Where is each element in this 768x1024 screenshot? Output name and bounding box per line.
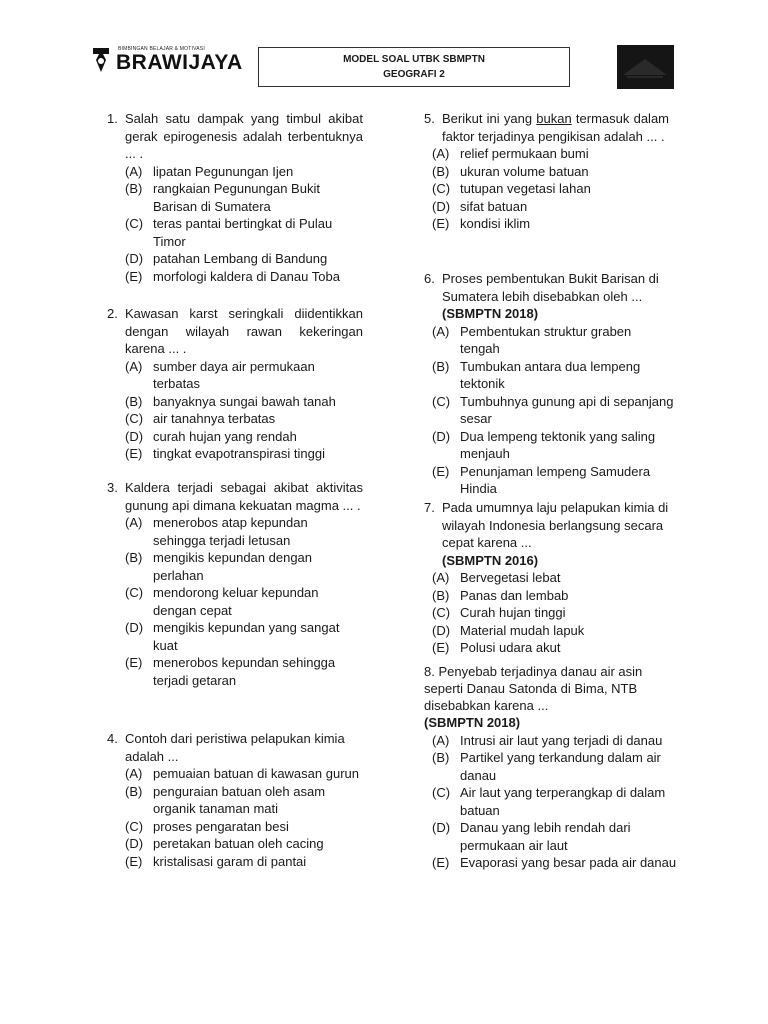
option-e: (E) tingkat evapotranspirasi tinggi — [125, 446, 325, 461]
option-d: (D) Material mudah lapuk — [432, 622, 585, 638]
option-e: (E) morfologi kaldera di Danau Toba — [125, 268, 340, 284]
option-c: (C) Tumbuhnya gunung api di sepanjang sesar — [432, 393, 674, 426]
source-reference: (SBMPTN 2018) — [442, 306, 539, 321]
option-c: (C) proses pengaratan besi — [125, 818, 289, 834]
option-b: (B) ukuran volume batuan — [432, 163, 589, 179]
option-e: (E) Evaporasi yang besar pada air danau — [432, 855, 677, 870]
question-text: Kawasan karst seringkali diidentikkan dengan wilayah rawan kekeringan karena ... . — [125, 306, 363, 356]
option-a: (A) menerobos atap kepundan sehingga terjadi letusan — [125, 515, 308, 548]
question-number: 3. — [107, 480, 118, 495]
option-e: (E) kondisi iklim — [432, 216, 531, 231]
page-title: MODEL SOAL UTBK SBMPTN — [343, 54, 485, 65]
option-d: (D) Danau yang lebih rendah dari permukaan air laut — [432, 820, 631, 853]
question-number: 8. — [424, 664, 435, 679]
option-c: (C) Curah hujan tinggi — [432, 605, 566, 620]
option-a: (A) Bervegetasi lebat — [432, 570, 561, 585]
question-number: 5. — [424, 111, 435, 126]
question-text: Kaldera terjadi sebagai akibat aktivitas gunung api dimana kekuatan magma ... . — [125, 480, 363, 513]
mountain-icon — [617, 45, 674, 89]
option-c: (C) teras pantai bertingkat di Pulau Timor — [125, 216, 333, 249]
option-b: (B) rangkaian Pegunungan Bukit Barisan di Sumatera — [125, 181, 320, 214]
question-number: 7. — [424, 500, 435, 515]
option-d: (D) patahan Lembang di Bandung — [125, 251, 328, 266]
option-c: (C) air tanahnya terbatas — [125, 411, 276, 426]
option-c: (C) mendorong keluar kepundan dengan cepat — [125, 585, 319, 618]
option-a: (A) Intrusi air laut yang terjadi di danau — [432, 732, 663, 748]
question-text: Berikut ini yang bukan termasuk dalam faktor terjadinya pengikisan adalah ... . — [442, 111, 670, 144]
question-text: 8. Penyebab terjadinya danau air asin seperti Danau Satonda di Bima, NTB disebabkan karena ... — [424, 664, 643, 713]
question-number: 1. — [107, 111, 118, 126]
question-8 — [424, 663, 679, 872]
corner-logo-image — [617, 45, 674, 89]
question-3 — [107, 479, 363, 689]
question-text: Proses pembentukan Bukit Barisan di Sumatera lebih disebabkan oleh ... — [442, 271, 659, 304]
question-text: Pada umumnya laju pelapukan kimia di wilayah Indonesia berlangsung secara cepat karena ... — [442, 500, 669, 550]
brand-logo — [90, 46, 243, 74]
question-5 — [424, 110, 669, 233]
question-1 — [107, 110, 363, 285]
option-d: (D) Dua lempeng tektonik yang saling menjauh — [432, 428, 656, 461]
option-a: (A) pemuaian batuan di kawasan gurun — [125, 766, 359, 781]
option-a: (A) lipatan Pegunungan Ijen — [125, 163, 294, 179]
option-b: (B) mengikis kepundan dengan perlahan — [125, 550, 313, 583]
option-b: (B) Tumbukan antara dua lempeng tektonik — [432, 358, 641, 391]
logo-name: BRAWIJAYA — [116, 51, 243, 74]
option-b: (B) banyaknya sungai bawah tanah — [125, 393, 336, 409]
question-7 — [424, 499, 674, 657]
option-b: (B) Panas dan lembab — [432, 587, 569, 603]
underlined-word: bukan — [536, 111, 572, 126]
question-number: 6. — [424, 271, 435, 286]
question-text: Salah satu dampak yang timbul akibat gerak epirogenesis adalah terbentuknya ... . — [125, 111, 363, 161]
question-text: Contoh dari peristiwa pelapukan kimia adalah ... — [125, 731, 345, 764]
logo-tagline: BIMBINGAN BELAJAR & MOTIVASI — [118, 46, 205, 52]
option-e: (E) Penunjaman lempeng Samudera Hindia — [432, 463, 651, 496]
option-a: (A) Pembentukan struktur graben tengah — [432, 323, 632, 356]
option-d: (D) peretakan batuan oleh cacing — [125, 836, 324, 851]
source-reference: (SBMPTN 2016) — [442, 552, 539, 568]
option-e: (E) kristalisasi garam di pantai — [125, 853, 307, 869]
option-d: (D) curah hujan yang rendah — [125, 428, 297, 444]
question-number: 4. — [107, 731, 118, 746]
option-b: (B) penguraian batuan oleh asam organik tanaman mati — [125, 783, 326, 816]
option-c: (C) tutupan vegetasi lahan — [432, 181, 591, 196]
page-subtitle: GEOGRAFI 2 — [383, 69, 445, 80]
question-2 — [107, 305, 363, 463]
option-d: (D) sifat batuan — [432, 198, 528, 214]
option-d: (D) mengikis kepundan yang sangat kuat — [125, 620, 340, 653]
option-a: (A) sumber daya air permukaan terbatas — [125, 358, 315, 391]
title-box — [258, 47, 570, 87]
question-6 — [424, 270, 674, 498]
question-4 — [107, 730, 363, 870]
brawijaya-emblem-icon — [90, 46, 112, 74]
option-c: (C) Air laut yang terperangkap di dalam batuan — [432, 785, 666, 818]
option-b: (B) Partikel yang terkandung dalam air danau — [432, 750, 661, 783]
option-a: (A) relief permukaan bumi — [432, 146, 589, 161]
source-reference: (SBMPTN 2018) — [424, 715, 521, 730]
question-number: 2. — [107, 306, 118, 321]
option-e: (E) Polusi udara akut — [432, 640, 561, 655]
option-e: (E) menerobos kepundan sehingga terjadi getaran — [125, 655, 336, 688]
